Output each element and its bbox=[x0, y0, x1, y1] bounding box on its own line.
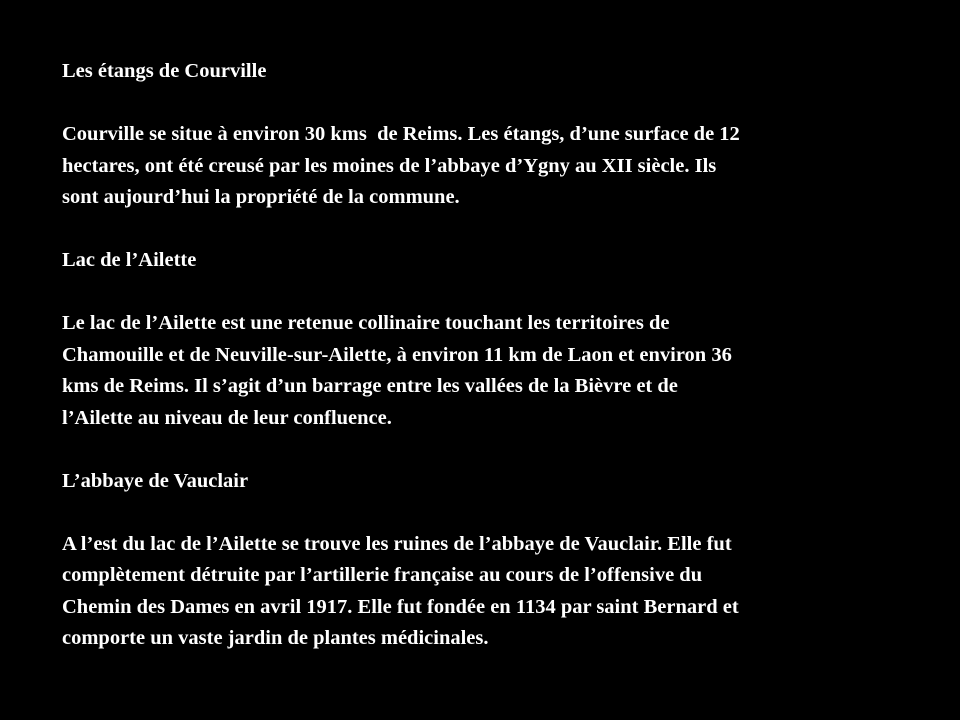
body-line: complètement détruite par l’artillerie française au cours de l’offensive du bbox=[62, 564, 703, 586]
section-heading-ailette bbox=[62, 245, 930, 277]
body-line: Le lac de l’Ailette est une retenue collinaire touchant les territoires de bbox=[62, 312, 670, 334]
body-line: hectares, ont été creusé par les moines de l’abbaye d’Ygny au XII siècle. Ils bbox=[62, 154, 717, 177]
body-line: Chamouille et de Neuville-sur-Ailette, à environ 11 km de Laon et environ 36 bbox=[62, 343, 732, 366]
body-line: kms de Reims. Il s’agit d’un barrage entre les vallées de la Bièvre et de bbox=[62, 375, 678, 397]
section-heading: Les étangs de Courville bbox=[62, 60, 267, 82]
body-line: l’Ailette au niveau de leur confluence. bbox=[62, 406, 392, 429]
section-heading-courville bbox=[62, 56, 930, 88]
section-heading: L’abbaye de Vauclair bbox=[62, 469, 249, 492]
body-line: A l’est du lac de l’Ailette se trouve les ruines de l’abbaye de Vauclair. Elle fut bbox=[62, 532, 732, 555]
section-body-vauclair bbox=[62, 529, 930, 655]
section-heading: Lac de l’Ailette bbox=[62, 249, 197, 271]
body-line: sont aujourd’hui la propriété de la commune. bbox=[62, 186, 460, 208]
body-line: comporte un vaste jardin de plantes médicinales. bbox=[62, 627, 489, 649]
section-body-courville bbox=[62, 119, 930, 214]
section-body-ailette bbox=[62, 308, 930, 434]
body-line: Courville se situe à environ 30 kms de Reims. Les étangs, d’une surface de 12 bbox=[62, 123, 740, 145]
body-line: Chemin des Dames en avril 1917. Elle fut fondée en 1134 par saint Bernard et bbox=[62, 595, 739, 618]
section-heading-vauclair bbox=[62, 466, 930, 498]
